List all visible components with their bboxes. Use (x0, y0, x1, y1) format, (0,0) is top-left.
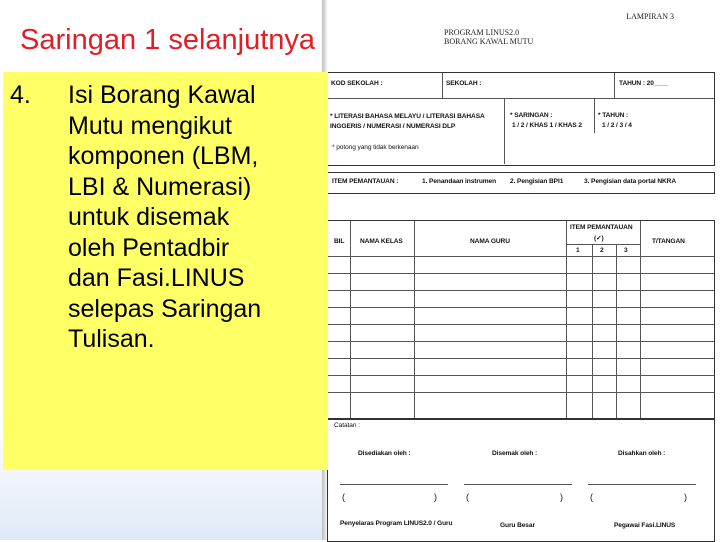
form-disediakan: Disediakan oleh : (358, 450, 411, 457)
form-table-row-line (566, 244, 640, 245)
form-item-pemantauan: ITEM PEMANTAUAN : (332, 178, 399, 185)
form-sig-guru-besar: Guru Besar (500, 522, 535, 529)
form-item-1: 1. Penandaan instrumen (422, 178, 497, 185)
form-divider (614, 73, 615, 98)
form-table-col-line (414, 221, 415, 418)
form-table-row-line (327, 256, 714, 257)
form-table-row-line (327, 341, 714, 342)
form-literasi: * LITERASI BAHASA MELAYU / LITERASI BAHASA (330, 113, 485, 120)
form-divider (327, 98, 714, 99)
form-paren: ( (590, 492, 593, 502)
form-signature-line (464, 484, 572, 485)
form-table (327, 220, 715, 420)
form-divider (504, 99, 505, 164)
form-table-row-line (327, 307, 714, 308)
form-col-3: 3 (624, 247, 628, 254)
form-image (322, 0, 720, 540)
form-table-col-line (350, 221, 351, 418)
form-literasi-2: INGGERIS / NUMERASI / NUMERASI DLP (330, 123, 456, 130)
form-tahun: TAHUN : 20____ (619, 80, 669, 87)
form-catatan: Catatan : (334, 422, 360, 429)
form-tahun-values: 1 / 2 / 3 / 4 (602, 122, 632, 129)
form-kod-sekolah: KOD SEKOLAH : (331, 80, 383, 87)
item-text: Isi Borang Kawal Mutu mengikut komponen (LBM, LBI & Numerasi) untuk disemak oleh Pentadbir dan Fasi.LINUS selepas Saringan Tulisan. (68, 81, 262, 353)
form-table-row-line (327, 375, 714, 376)
form-signature-line (340, 484, 448, 485)
form-paren: ( (342, 492, 345, 502)
form-program-label: PROGRAM LINUS2.0 (444, 28, 520, 37)
form-item-2: 2. Pengisian BPI1 (510, 178, 564, 185)
form-item-3: 3. Pengisian data portal NKRA (584, 178, 676, 185)
form-divider (442, 73, 443, 98)
form-borang-label: BORANG KAWAL MUTU (444, 37, 534, 46)
form-col-guru: NAMA GURU (470, 238, 510, 245)
form-col-item: ITEM PEMANTAUAN (570, 224, 633, 231)
form-table-row-line (327, 358, 714, 359)
form-sekolah: SEKOLAH : (446, 80, 482, 87)
form-col-tt: T/TANGAN (652, 238, 685, 245)
form-table-row-line (327, 392, 714, 393)
form-signature-line (588, 484, 696, 485)
form-table-row-line (327, 324, 714, 325)
form-divider (594, 99, 595, 133)
form-program-heading (444, 28, 533, 46)
form-paren: ) (560, 492, 563, 502)
form-saringan-label: * SARINGAN : (510, 112, 553, 119)
form-col-kelas: NAMA KELAS (360, 238, 403, 245)
form-paren: ) (684, 492, 687, 502)
form-sig-penyelaras: Penyelaras Program LINUS2.0 / Guru (340, 520, 453, 527)
form-table-row-line (327, 273, 714, 274)
form-disahkan: Disahkan oleh : (618, 450, 666, 457)
form-saringan-values: 1 / 2 / KHAS 1 / KHAS 2 (512, 122, 582, 129)
form-potong: * potong yang tidak berkenaan (332, 144, 419, 151)
form-tahun-label: * TAHUN : (598, 112, 629, 119)
form-paren: ) (434, 492, 437, 502)
form-disemak: Disemak oleh : (492, 450, 538, 457)
form-lampiran: LAMPIRAN 3 (626, 12, 674, 21)
form-col-tick: (✓) (594, 235, 604, 242)
item-number: 4. (10, 81, 31, 109)
form-col-bil: BIL (334, 238, 345, 245)
slide-title: Saringan 1 selanjutnya (20, 24, 316, 56)
form-sig-pegawai: Pegawai Fasi.LINUS (614, 522, 676, 529)
form-col-1: 1 (576, 247, 580, 254)
form-paren: ( (466, 492, 469, 502)
form-table-col-line (566, 221, 567, 418)
form-table-col-line (640, 221, 641, 418)
form-col-2: 2 (600, 247, 604, 254)
form-table-row-line (327, 290, 714, 291)
